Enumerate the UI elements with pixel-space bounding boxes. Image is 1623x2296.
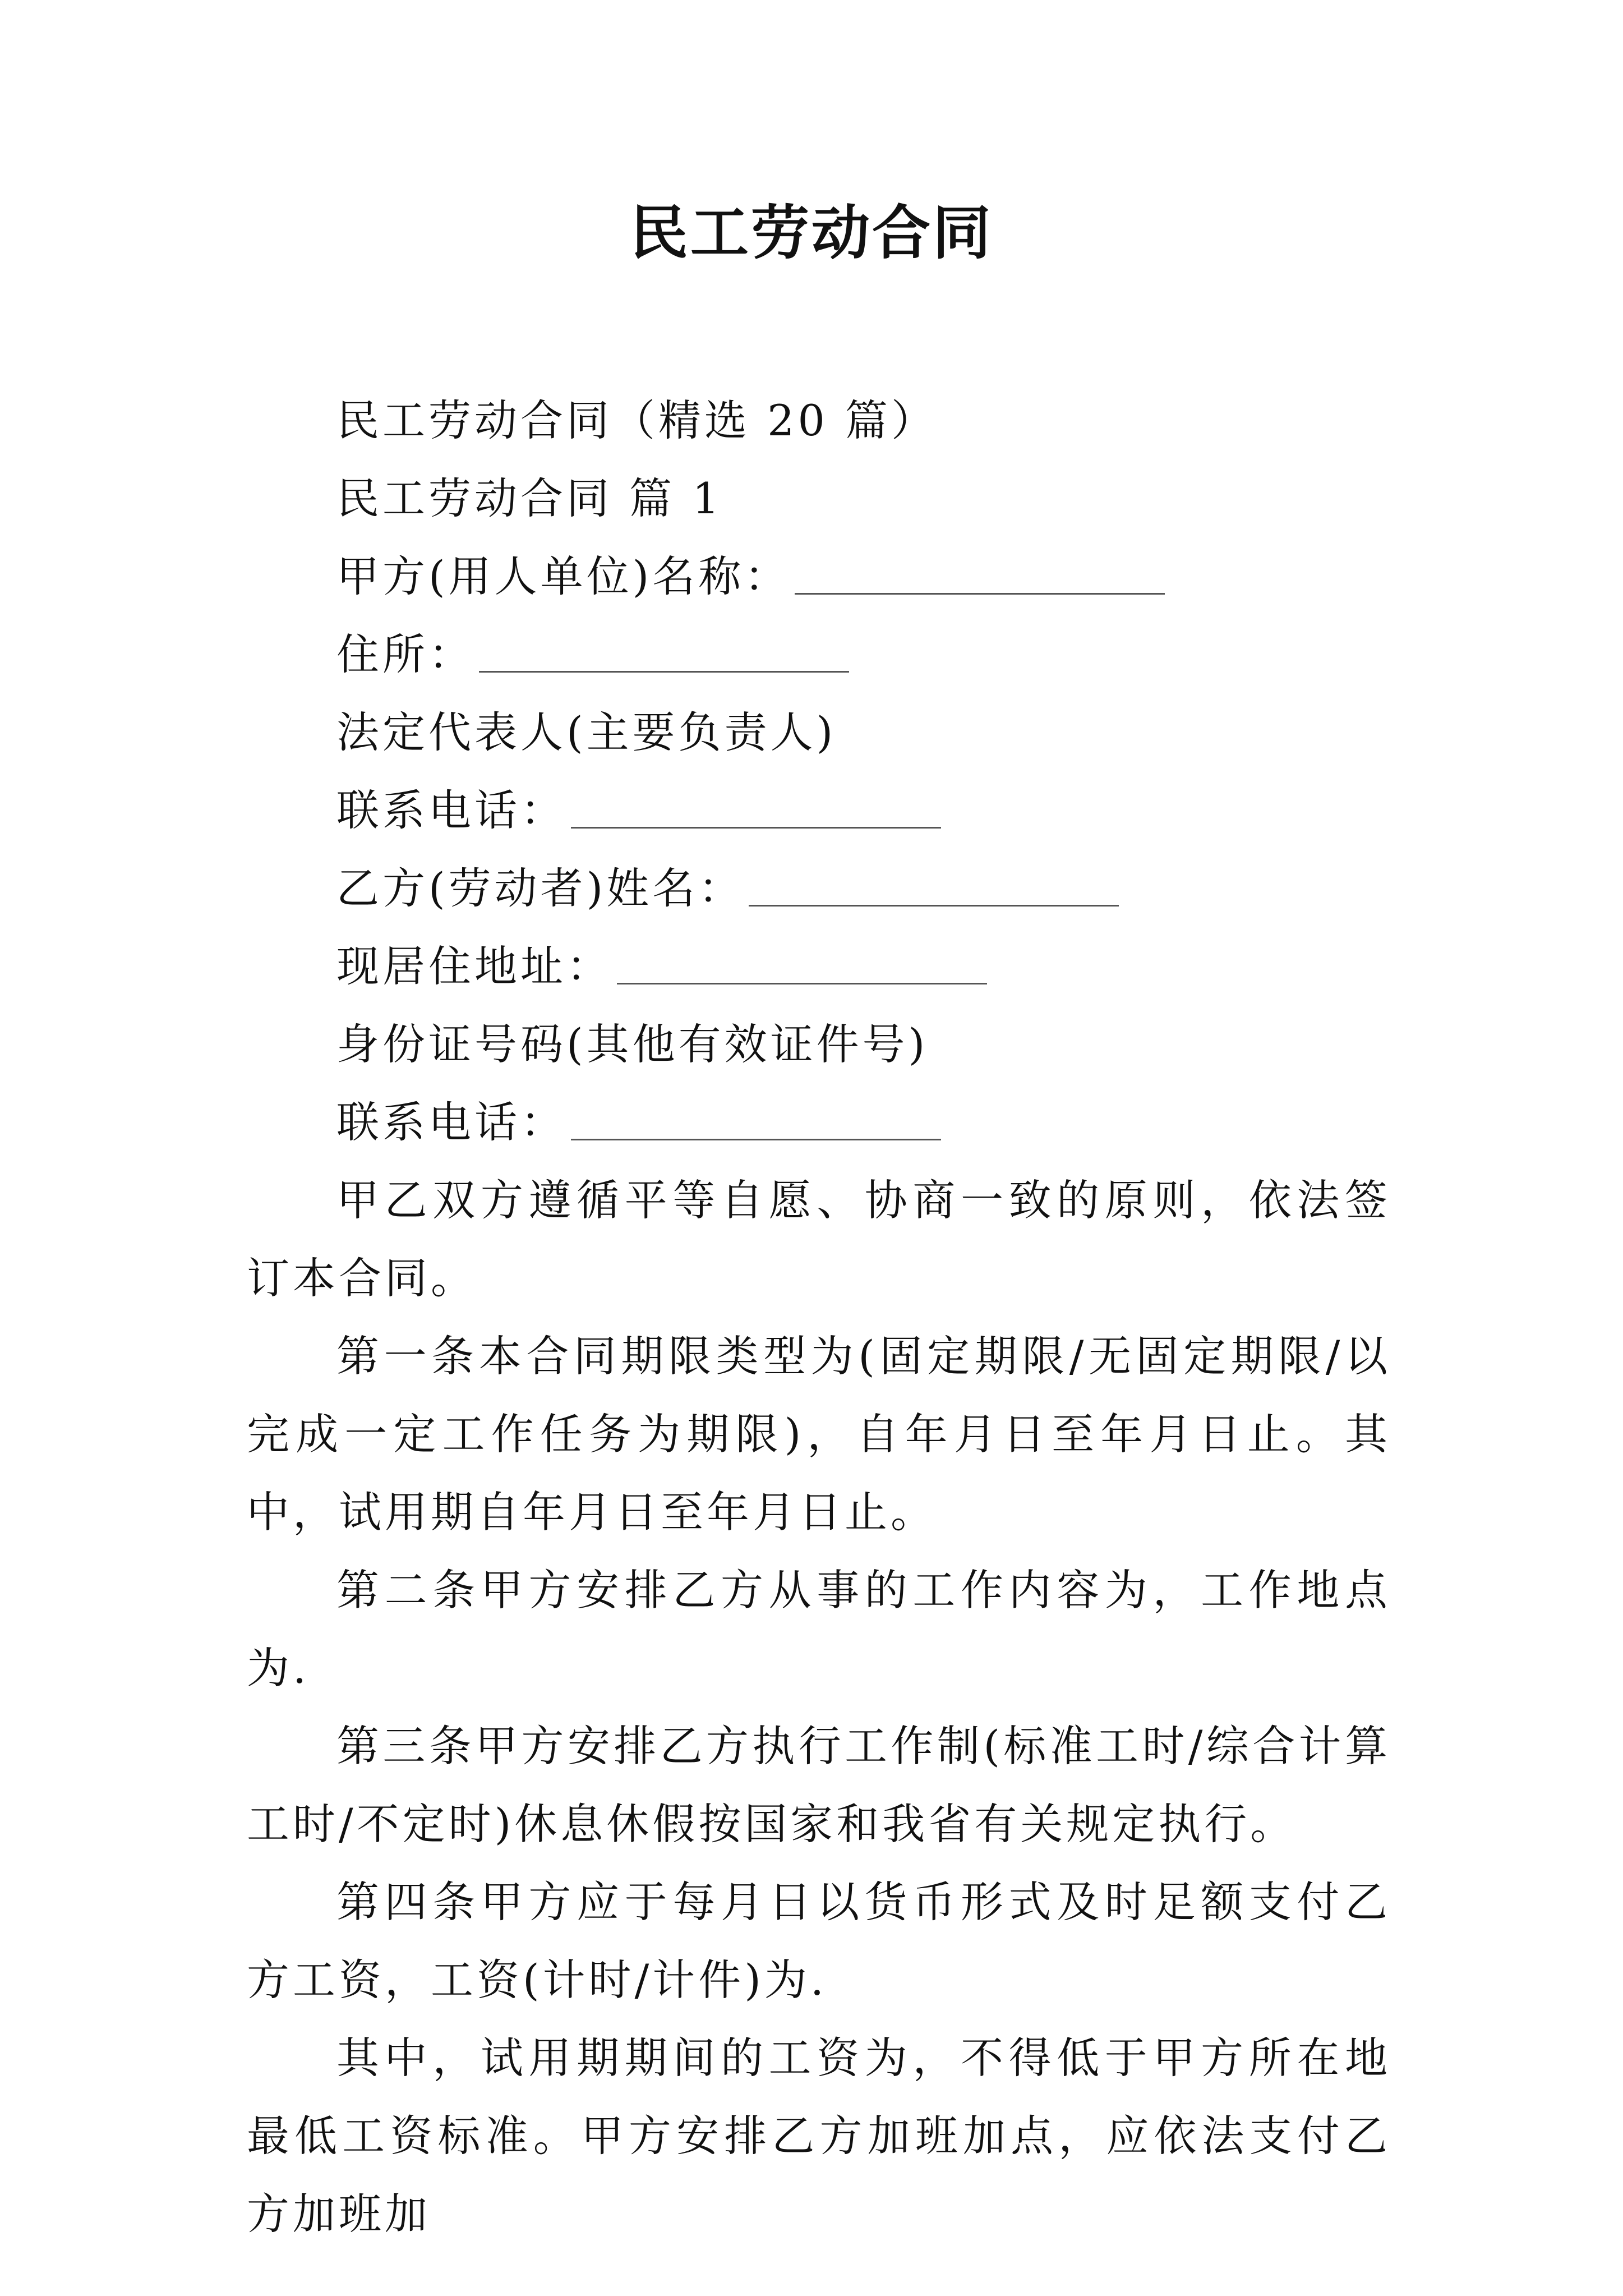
party-a-name-label: 甲方(用人单位)名称：: [336, 551, 791, 601]
subtitle: 民工劳动合同（精选 20 篇）: [336, 395, 938, 445]
phone-a-label: 联系电话：: [336, 785, 566, 835]
party-b-name-field: [247, 849, 1391, 927]
paragraph-article-4: 第四条甲方应于每月日以货币形式及时足额支付乙方工资，工资(计时/计件)为.: [247, 1877, 1391, 2005]
document-body: [247, 381, 1391, 2253]
address-field: [247, 615, 1391, 693]
address-label: 住所：: [336, 629, 474, 679]
paragraph-wages: 其中，试用期期间的工资为，不得低于甲方所在地最低工资标准。甲方安排乙方加班加点，应依法支付乙方加班加: [247, 2033, 1391, 2239]
document-title: 民工劳动合同: [629, 198, 993, 267]
party-a-name-blank: [795, 592, 1165, 595]
phone-b-label: 联系电话：: [336, 1097, 566, 1147]
residence-label: 现居住地址：: [336, 941, 612, 991]
residence-blank: [617, 982, 987, 984]
paragraph-article-1: 第一条本合同期限类型为(固定期限/无固定期限/以完成一定工作任务为期限)，自年月日至年月日止。其中，试用期自年月日至年月日止。: [247, 1331, 1391, 1537]
phone-a-blank: [571, 826, 941, 829]
phone-b-field: [247, 1083, 1391, 1161]
paragraph-article-3: 第三条甲方安排乙方执行工作制(标准工时/综合计算工时/不定时)休息休假按国家和我省有关规定执行。: [247, 1721, 1391, 1849]
id-number-label: 身份证号码(其他有效证件号): [336, 1019, 929, 1069]
legal-rep-label: 法定代表人(主要负责人): [336, 707, 837, 757]
phone-b-blank: [571, 1138, 941, 1140]
party-b-name-blank: [749, 904, 1119, 907]
party-b-name-label: 乙方(劳动者)姓名：: [336, 863, 745, 913]
paragraph-article-2: 第二条甲方安排乙方从事的工作内容为，工作地点为.: [247, 1565, 1391, 1693]
address-blank: [479, 670, 849, 673]
residence-field: [247, 927, 1391, 1005]
part-heading: 民工劳动合同 篇 1: [336, 473, 723, 523]
party-a-name-field: [247, 537, 1391, 615]
paragraph-principle: 甲乙双方遵循平等自愿、协商一致的原则，依法签订本合同。: [247, 1175, 1391, 1303]
phone-a-field: [247, 771, 1391, 849]
